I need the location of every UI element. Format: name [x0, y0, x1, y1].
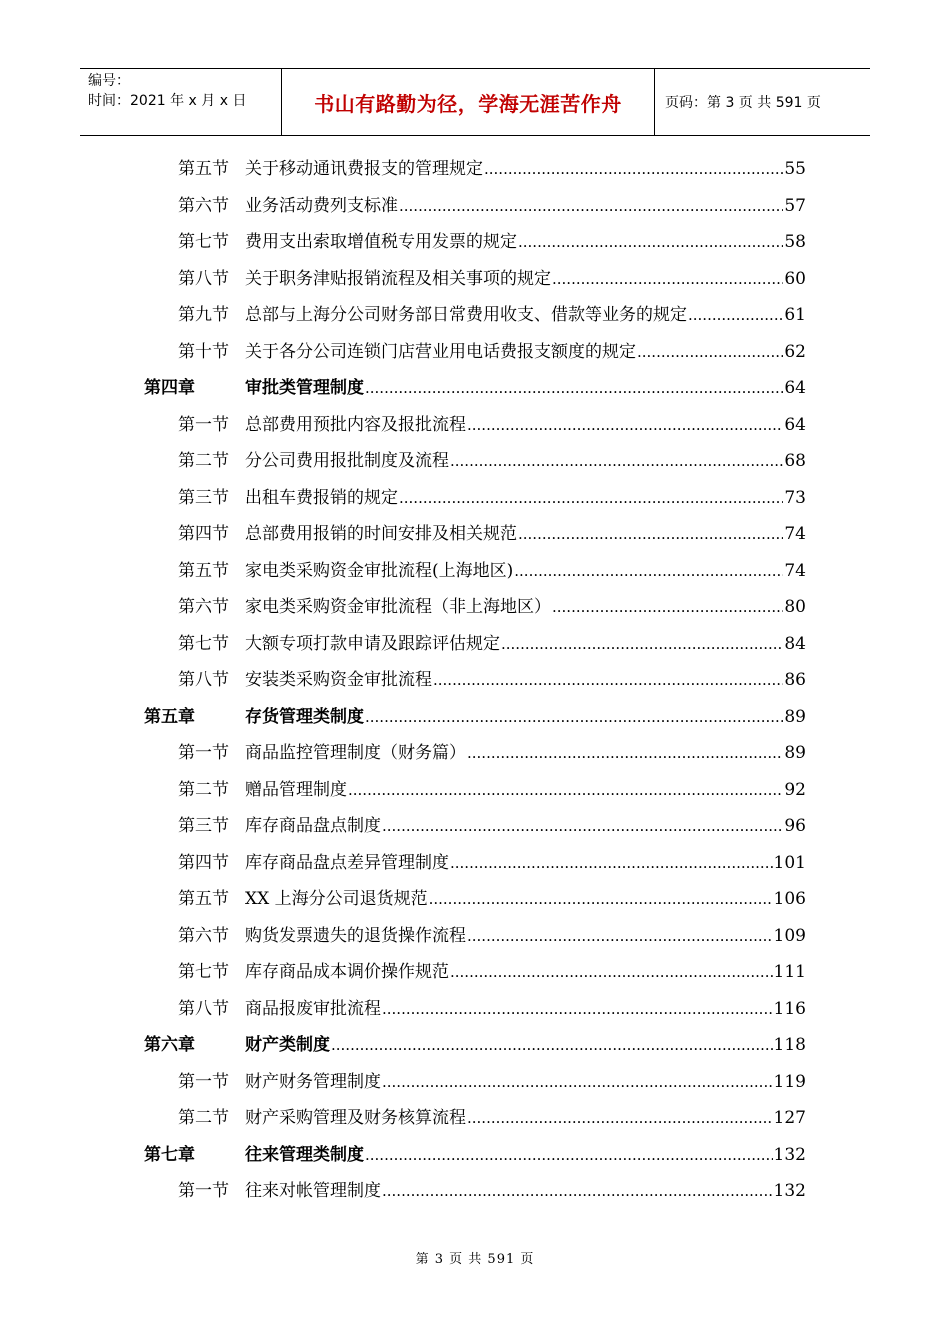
toc-entry-title: 分公司费用报批制度及流程 [245, 451, 449, 471]
toc-entry-title: XX 上海分公司退货规范 [245, 889, 428, 909]
toc-entry-title: 关于各分公司连锁门店营业用电话费报支额度的规定 [245, 341, 636, 362]
toc-dot-leader [382, 999, 773, 1019]
toc-section-row[interactable] [178, 629, 806, 657]
toc-dot-leader [399, 196, 783, 216]
toc-entry-number: 第一节 [178, 1181, 229, 1201]
toc-dot-leader [433, 670, 783, 690]
toc-dot-leader [467, 926, 773, 946]
toc-entry-title: 商品报废审批流程 [245, 998, 381, 1019]
toc-entry-page: 86 [784, 670, 806, 690]
toc-entry-page: 58 [784, 232, 806, 252]
toc-entry-page: 118 [773, 1035, 806, 1055]
toc-entry-number: 第六节 [178, 597, 229, 617]
toc-entry-number: 第二节 [178, 451, 229, 471]
toc-section-row[interactable] [178, 519, 806, 547]
toc-entry-page: 96 [784, 816, 806, 836]
toc-section-row[interactable] [178, 227, 806, 255]
toc-dot-leader [637, 342, 783, 362]
toc-dot-leader [399, 488, 783, 508]
toc-entry-number: 第一节 [178, 743, 229, 763]
toc-entry-title: 库存商品成本调价操作规范 [245, 962, 449, 982]
toc-entry-page: 92 [784, 779, 806, 800]
toc-entry-title: 库存商品盘点制度 [245, 816, 381, 836]
toc-section-row[interactable] [178, 848, 806, 876]
toc-entry-number: 第十节 [178, 341, 229, 362]
toc-entry-number: 第四节 [178, 524, 229, 544]
toc-entry-page: 101 [773, 852, 806, 873]
toc-dot-leader [365, 707, 783, 727]
toc-entry-title: 审批类管理制度 [245, 378, 364, 398]
toc-entry-number: 第五章 [144, 706, 195, 727]
toc-section-row[interactable] [178, 300, 806, 328]
toc-entry-page: 132 [773, 1181, 806, 1201]
toc-entry-number: 第七章 [144, 1144, 195, 1165]
toc-dot-leader [552, 597, 783, 617]
toc-entry-page: 74 [784, 560, 806, 581]
toc-entry-title: 往来对帐管理制度 [245, 1181, 381, 1201]
toc-entry-number: 第三节 [178, 816, 229, 836]
toc-entry-title: 购货发票遗失的退货操作流程 [245, 925, 466, 946]
toc-entry-number: 第一节 [178, 414, 229, 435]
toc-section-row[interactable] [178, 957, 806, 985]
toc-entry-title: 关于移动通讯费报支的管理规定 [245, 159, 483, 179]
toc-entry-page: 62 [784, 341, 806, 362]
toc-section-row[interactable] [178, 592, 806, 620]
toc-entry-title: 赠品管理制度 [245, 779, 347, 800]
toc-entry-page: 132 [773, 1144, 806, 1165]
toc-entry-page: 119 [773, 1071, 806, 1092]
toc-entry-number: 第二节 [178, 779, 229, 800]
toc-dot-leader [552, 269, 783, 289]
toc-entry-title: 往来管理类制度 [245, 1144, 364, 1165]
toc-entry-number: 第八节 [178, 670, 229, 690]
toc-entry-page: 89 [784, 743, 806, 763]
toc-entry-page: 127 [773, 1108, 806, 1128]
toc-entry-page: 73 [784, 487, 806, 508]
toc-chapter-row[interactable] [144, 1140, 806, 1168]
date-label: 时间：2021 年 x 月 x 日 [88, 93, 247, 109]
toc-section-row[interactable] [178, 921, 806, 949]
toc-entry-title: 库存商品盘点差异管理制度 [245, 852, 449, 873]
toc-entry-page: 116 [773, 998, 806, 1019]
header-meta-cell [80, 69, 282, 135]
toc-dot-leader [518, 232, 783, 252]
toc-entry-title: 安装类采购资金审批流程 [245, 670, 432, 690]
toc-entry-title: 总部费用报销的时间安排及相关规范 [245, 524, 517, 544]
toc-entry-title: 出租车费报销的规定 [245, 487, 398, 508]
toc-section-row[interactable] [178, 994, 806, 1022]
page-info: 页码：第 3 页 共 591 页 [665, 95, 821, 111]
toc-dot-leader [365, 1145, 773, 1165]
toc-entry-number: 第六节 [178, 195, 229, 216]
toc-entry-title: 存货管理类制度 [245, 706, 364, 727]
toc-entry-page: 55 [784, 159, 806, 179]
toc-entry-page: 61 [784, 305, 806, 325]
toc-entry-page: 84 [784, 633, 806, 654]
toc-section-row[interactable] [178, 811, 806, 839]
toc-entry-number: 第八节 [178, 268, 229, 289]
toc-entry-title: 费用支出索取增值税专用发票的规定 [245, 232, 517, 252]
toc-section-row[interactable] [178, 1067, 806, 1095]
toc-dot-leader [450, 853, 773, 873]
toc-dot-leader [348, 780, 783, 800]
toc-dot-leader [467, 415, 783, 435]
toc-dot-leader [382, 1181, 773, 1201]
toc-entry-number: 第四节 [178, 852, 229, 873]
toc-entry-title: 财产财务管理制度 [245, 1071, 381, 1092]
motto-text: 书山有路勤为径，学海无涯苦作舟 [314, 91, 622, 116]
toc-entry-number: 第七节 [178, 633, 229, 654]
toc-dot-leader [450, 962, 773, 982]
toc-entry-number: 第三节 [178, 487, 229, 508]
toc-entry-number: 第八节 [178, 998, 229, 1019]
toc-dot-leader [467, 743, 783, 763]
toc-section-row[interactable] [178, 884, 806, 912]
toc-section-row[interactable] [178, 738, 806, 766]
toc-dot-leader [518, 524, 783, 544]
toc-chapter-row[interactable] [144, 373, 806, 401]
toc-entry-page: 74 [784, 524, 806, 544]
toc-entry-number: 第四章 [144, 378, 195, 398]
toc-entry-title: 财产类制度 [245, 1035, 330, 1055]
toc-section-row[interactable] [178, 775, 806, 803]
toc-entry-number: 第五节 [178, 889, 229, 909]
toc-entry-page: 57 [784, 195, 806, 216]
toc-entry-number: 第二节 [178, 1108, 229, 1128]
toc-entry-page: 111 [773, 962, 806, 982]
toc-entry-number: 第五节 [178, 159, 229, 179]
toc-dot-leader [365, 378, 783, 398]
toc-section-row[interactable] [178, 337, 806, 365]
toc-entry-title: 大额专项打款申请及跟踪评估规定 [245, 633, 500, 654]
toc-entry-title: 财产采购管理及财务核算流程 [245, 1108, 466, 1128]
toc-section-row[interactable] [178, 446, 806, 474]
toc-section-row[interactable] [178, 191, 806, 219]
toc-dot-leader [467, 1108, 773, 1128]
toc-section-row[interactable] [178, 1176, 806, 1204]
toc-dot-leader [429, 889, 773, 909]
toc-section-row[interactable] [178, 410, 806, 438]
toc-dot-leader [514, 561, 783, 581]
toc-entry-number: 第六章 [144, 1035, 195, 1055]
toc-entry-page: 106 [773, 889, 806, 909]
toc-entry-page: 60 [784, 268, 806, 289]
toc-chapter-row[interactable] [144, 1030, 806, 1058]
toc-entry-title: 关于职务津贴报销流程及相关事项的规定 [245, 268, 551, 289]
toc-entry-number: 第七节 [178, 962, 229, 982]
toc-entry-page: 80 [784, 597, 806, 617]
toc-entry-page: 89 [784, 706, 806, 727]
toc-entry-number: 第五节 [178, 560, 229, 581]
toc-entry-number: 第六节 [178, 925, 229, 946]
toc-entry-page: 109 [773, 925, 806, 946]
toc-section-row[interactable] [178, 1103, 806, 1131]
toc-dot-leader [501, 634, 783, 654]
toc-section-row[interactable] [178, 483, 806, 511]
toc-dot-leader [688, 305, 783, 325]
toc-dot-leader [382, 1072, 773, 1092]
toc-entry-title: 总部费用预批内容及报批流程 [245, 414, 466, 435]
toc-entry-title: 商品监控管理制度（财务篇） [245, 743, 466, 763]
toc-entry-title: 家电类采购资金审批流程（非上海地区） [245, 597, 551, 617]
toc-entry-number: 第一节 [178, 1071, 229, 1092]
toc-entry-page: 68 [784, 451, 806, 471]
page-header [80, 68, 870, 136]
toc-section-row[interactable] [178, 264, 806, 292]
header-page-cell [655, 69, 870, 135]
header-motto-cell [282, 69, 655, 135]
toc-dot-leader [331, 1035, 773, 1055]
toc-entry-page: 64 [784, 378, 806, 398]
toc-dot-leader [382, 816, 783, 836]
toc-chapter-row[interactable] [144, 702, 806, 730]
toc-entry-number: 第七节 [178, 232, 229, 252]
serial-label: 编号： [88, 73, 130, 89]
toc-entry-title: 家电类采购资金审批流程(上海地区) [245, 560, 514, 581]
toc-dot-leader [450, 451, 783, 471]
toc-entry-title: 总部与上海分公司财务部日常费用收支、借款等业务的规定 [245, 305, 687, 325]
toc-entry-page: 64 [784, 414, 806, 435]
toc-section-row[interactable] [178, 154, 806, 182]
toc-entry-title: 业务活动费列支标准 [245, 195, 398, 216]
toc-section-row[interactable] [178, 556, 806, 584]
page-footer: 第 3 页 共 591 页 [415, 1252, 535, 1267]
toc-section-row[interactable] [178, 665, 806, 693]
toc-dot-leader [484, 159, 783, 179]
toc-entry-number: 第九节 [178, 305, 229, 325]
